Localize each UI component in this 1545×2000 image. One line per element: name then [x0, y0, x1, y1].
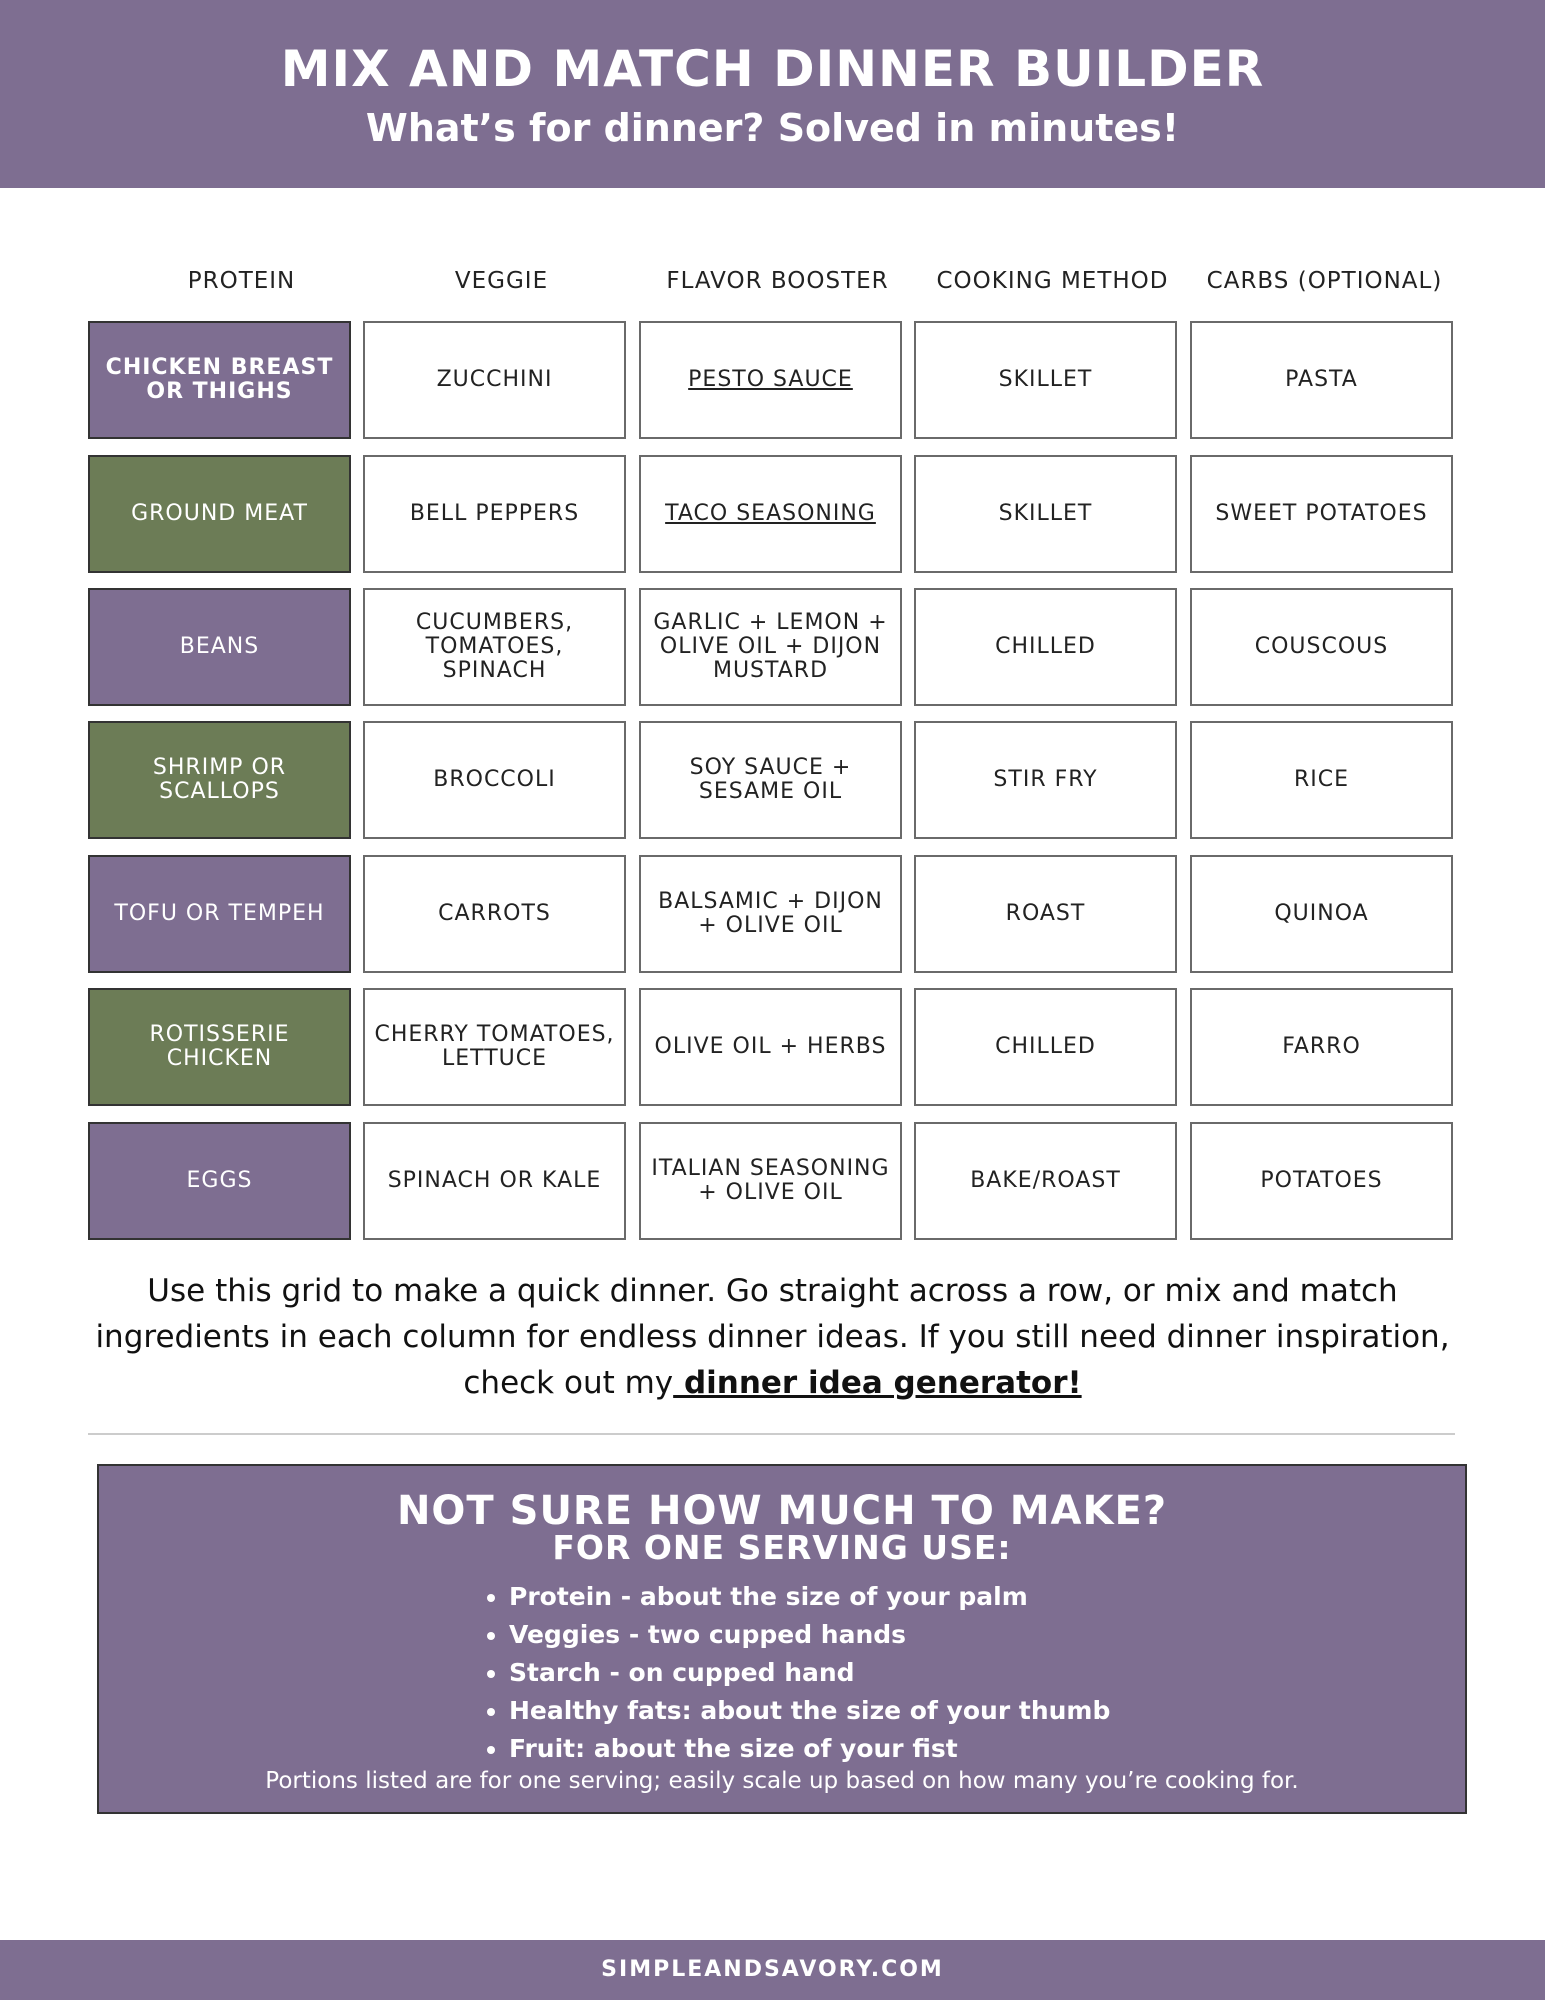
serving-list-item: • Protein - about the size of your palm — [509, 1578, 1110, 1616]
grid-cell-flavor-booster: SOY SAUCE + SESAME OIL — [639, 721, 902, 839]
serving-list — [479, 1578, 1110, 1768]
page-footer — [0, 1940, 1545, 2000]
grid-cell-veggie: CARROTS — [363, 855, 626, 973]
page-title: MIX AND MATCH DINNER BUILDER — [280, 40, 1265, 98]
grid-cell-cooking-method: BAKE/ROAST — [914, 1122, 1177, 1240]
serving-size-box — [97, 1464, 1467, 1814]
column-header-flavor-booster: FLAVOR BOOSTER — [666, 268, 889, 294]
grid-cell-flavor-booster: ITALIAN SEASONING + OLIVE OIL — [639, 1122, 902, 1240]
grid-cell-flavor-booster[interactable] — [639, 455, 902, 573]
site-link[interactable]: SIMPLEANDSAVORY.COM — [601, 1957, 944, 1982]
grid-cell-protein: SHRIMP OR SCALLOPS — [88, 721, 351, 839]
grid-cell-protein: TOFU OR TEMPEH — [88, 855, 351, 973]
grid-cell-carbs: QUINOA — [1190, 855, 1453, 973]
column-header-veggie: VEGGIE — [454, 268, 549, 294]
grid-cell-cooking-method: ROAST — [914, 855, 1177, 973]
grid-cell-protein: CHICKEN BREAST OR THIGHS — [88, 321, 351, 439]
grid-cell-protein: EGGS — [88, 1122, 351, 1240]
grid-column-headers — [0, 268, 1545, 308]
page-subtitle: What’s for dinner? Solved in minutes! — [365, 106, 1180, 150]
serving-box-subheading: FOR ONE SERVING USE: — [552, 1528, 1012, 1567]
grid-cell-veggie: CHERRY TOMATOES, LETTUCE — [363, 988, 626, 1106]
grid-cell-carbs: SWEET POTATOES — [1190, 455, 1453, 573]
serving-list-item: • Healthy fats: about the size of your thumb — [509, 1692, 1110, 1730]
flavor-booster-link[interactable]: TACO SEASONING — [665, 501, 876, 526]
grid-cell-protein: BEANS — [88, 588, 351, 706]
grid-cell-carbs: FARRO — [1190, 988, 1453, 1106]
grid-cell-flavor-booster: GARLIC + LEMON + OLIVE OIL + DIJON MUSTARD — [639, 588, 902, 706]
serving-list-item: • Starch - on cupped hand — [509, 1654, 1110, 1692]
usage-note — [90, 1268, 1455, 1406]
grid-cell-carbs: PASTA — [1190, 321, 1453, 439]
column-header-carbs: CARBS (OPTIONAL) — [1206, 268, 1443, 294]
grid-cell-cooking-method: SKILLET — [914, 455, 1177, 573]
grid-cell-carbs: RICE — [1190, 721, 1453, 839]
grid-cell-protein: ROTISSERIE CHICKEN — [88, 988, 351, 1106]
grid-cell-flavor-booster: BALSAMIC + DIJON + OLIVE OIL — [639, 855, 902, 973]
grid-cell-veggie: SPINACH OR KALE — [363, 1122, 626, 1240]
usage-note-text: Use this grid to make a quick dinner. Go straight across a row, or mix and match ingredients in each column for endless dinner ideas. If you still need dinner inspiration, check out my — [95, 1273, 1450, 1401]
grid-cell-cooking-method: STIR FRY — [914, 721, 1177, 839]
grid-cell-veggie: BROCCOLI — [363, 721, 626, 839]
grid-cell-veggie: BELL PEPPERS — [363, 455, 626, 573]
serving-box-heading: NOT SURE HOW MUCH TO MAKE? — [396, 1488, 1168, 1534]
grid-cell-cooking-method: CHILLED — [914, 988, 1177, 1106]
grid-cell-flavor-booster: OLIVE OIL + HERBS — [639, 988, 902, 1106]
page-header — [0, 0, 1545, 188]
serving-box-footnote: Portions listed are for one serving; easily scale up based on how many you’re cooking for. — [265, 1768, 1299, 1794]
grid-cell-veggie: CUCUMBERS, TOMATOES, SPINACH — [363, 588, 626, 706]
column-header-protein: PROTEIN — [187, 268, 296, 294]
serving-list-item: • Veggies - two cupped hands — [509, 1616, 1110, 1654]
grid-cell-protein: GROUND MEAT — [88, 455, 351, 573]
section-divider — [88, 1433, 1455, 1435]
grid-cell-cooking-method: CHILLED — [914, 588, 1177, 706]
grid-cell-flavor-booster[interactable] — [639, 321, 902, 439]
column-header-cooking-method: COOKING METHOD — [936, 268, 1169, 294]
grid-cell-cooking-method: SKILLET — [914, 321, 1177, 439]
serving-list-item: • Fruit: about the size of your fist — [509, 1730, 1110, 1768]
grid-cell-carbs: POTATOES — [1190, 1122, 1453, 1240]
flavor-booster-link[interactable]: PESTO SAUCE — [688, 367, 853, 392]
grid-cell-veggie: ZUCCHINI — [363, 321, 626, 439]
dinner-idea-generator-link[interactable]: dinner idea generator! — [673, 1365, 1082, 1401]
grid-cell-carbs: COUSCOUS — [1190, 588, 1453, 706]
